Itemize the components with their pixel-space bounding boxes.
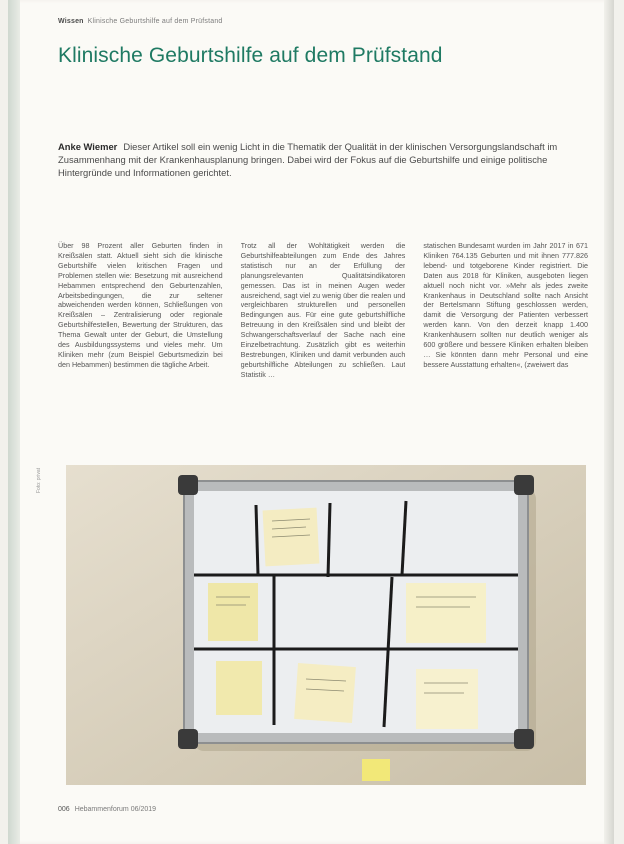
article-title: Klinische Geburtshilfe auf dem Prüfstand bbox=[58, 44, 443, 67]
section-topic: Klinische Geburtshilfe auf dem Prüfstand bbox=[87, 18, 223, 25]
section-kicker bbox=[58, 18, 223, 25]
body-column-3: statischen Bundesamt wurden im Jahr 2017 in 671 Kliniken 764.135 Geburten und mit ihnen 777.826 lebend- und totgeborene Kinder registriert. Die Daten aus 2018 für Kliniken, ausgeboten liegen aktuell noch nicht vor. »Mehr als jedes zweite Krankenhaus in Deutschland sollte nach Ansicht der Bertelsmann Stiftung geschlossen werden, damit die Versorgung der Patienten verbessert werden kann. Von den derzeit knapp 1.400 Krankenhäusern sollten nur deutlich weniger als 600 größere und bessere Kliniken erhalten bleiben … Sie könnten dann mehr Personal und eine bessere Ausstattung erhalten«, (zweiwert das bbox=[423, 241, 589, 369]
author-name: Anke Wiemer bbox=[58, 141, 118, 152]
magazine-page bbox=[8, 0, 614, 844]
page-gutter bbox=[8, 0, 20, 844]
article-body bbox=[58, 241, 588, 446]
page-edge bbox=[604, 0, 614, 844]
section-label: Wissen bbox=[58, 18, 84, 25]
article-photo bbox=[66, 465, 586, 785]
photo-credit: Foto: privat bbox=[36, 468, 42, 494]
body-column-1: Über 98 Prozent aller Geburten finden in Kreißsälen statt. Aktuell sieht sich die klinische Geburtshilfe vielen kritischen Fragen und Problemen stellen wie: Besetzung mit ausreichend Hebammen entsprechend den Geburtenzahlen, Arbeitsbedingungen, die zur seltener abweichenden werden können, Schließungen von Kreißsälen – Zentralisierung oder regionale Geburtshilfestellen, Bewertung der Strukturen, das Thema Gewalt unter der Geburt, die Umstellung des Ausbildungssystems und vieles mehr. Um Kliniken mehr (zum Beispiel Geburtsmedizin bei den Hebammen) bestimmen die tägliche Arbeit. bbox=[58, 241, 223, 369]
body-column-2: Trotz all der Wohltätigkeit werden die Geburtshilfeabteilungen zum Ende des Jahres statistisch nur an der Erfüllung der planungsrelevanten Qualitätsindikatoren gemessen. Das ist in meinen Augen weder ausreichend, sagt viel zu wenig über die realen und vergleichbaren strukturellen und personellen Bedingungen aus. Für eine gute geburtshilfliche Betreuung in den Kreißsälen sind und bleibt der Schwangerschaftsverlauf der Sache nach eine Einzelbetrachtung. Zusätzlich gibt es weiterhin Bestrebungen, Kliniken und damit verbunden auch geburtshilfliche Abteilungen zu schließen. Laut Statistik … bbox=[240, 241, 406, 379]
article-lead bbox=[58, 140, 588, 179]
magazine-name: Hebammenforum 06/2019 bbox=[74, 806, 157, 813]
whiteboard-photo-illustration bbox=[66, 465, 586, 785]
lead-text: Dieser Artikel soll ein wenig Licht in die Thematik der Qualität in der klinischen Versorgungslandschaft im Zusammenhang mit der Krankenhausplanung bringen. Dabei wird der Fokus auf die Geburtshilfe und einige politische Hintergründe und Informationen gerichtet. bbox=[58, 141, 558, 178]
page-number: 006 bbox=[58, 806, 70, 813]
page-footer bbox=[58, 806, 156, 813]
